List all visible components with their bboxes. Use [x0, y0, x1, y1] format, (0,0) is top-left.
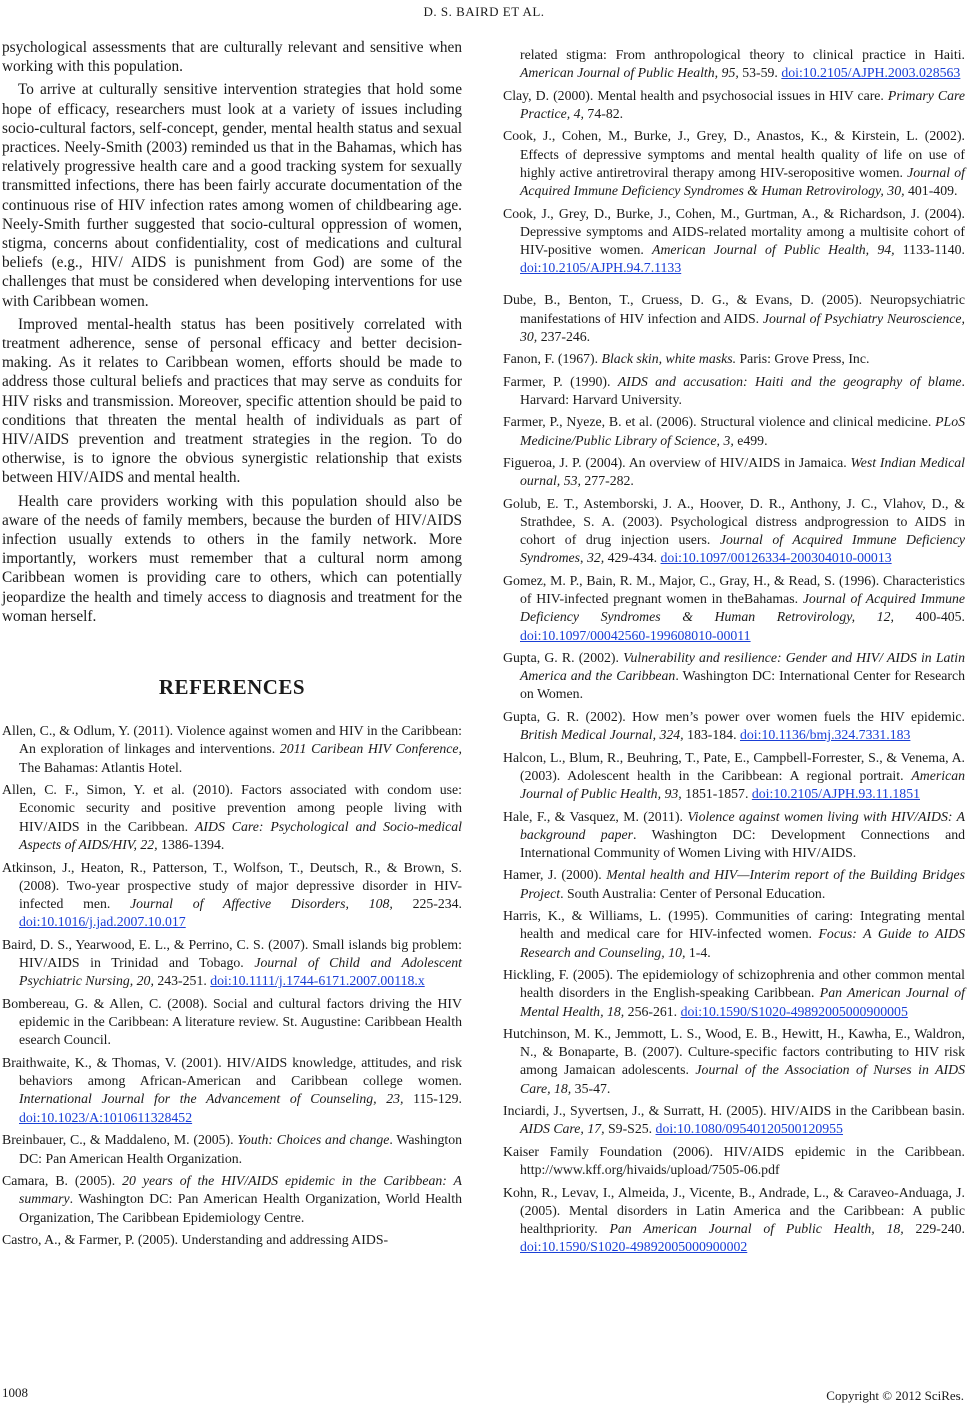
reference-text: S9-S25. [604, 1121, 656, 1137]
reference-text: 225-234. [392, 895, 463, 911]
doi-link[interactable]: doi:10.1097/00042560-199608010-00011 [520, 627, 751, 643]
reference-text: Allen, C. F., Simon, Y. et al. (2010). Factors associated with condom use: Economic security and positive prevention among people living with HIV/AIDS in the Caribbean. [2, 782, 462, 834]
reference-entry [2, 722, 462, 777]
reference-text: 277-282. [580, 473, 634, 489]
body-paragraph: Improved mental-health status has been positively correlated with treatment adherence, sense of personal efficacy and better decision-making. As it relates to Caribbean women, efforts should be made to address those cultural beliefs and practices that may serve as conduits for HIV risks and transmission. Moreover, specific attention should be paid to conditions that threaten the mental health of individuals as part of HIV/AIDS prevention and treatment strategies in the region. To do otherwise, is to ignore the obvious synergistic relationship that exists between HIV/AIDS and mental health. [2, 315, 462, 487]
reference-text: Hamer, J. (2000). [503, 867, 607, 883]
reference-text: Baird, D. S., Yearwood, E. L., & Perrino, C. S. (2007). Small islands big problem: HIV/AIDS in Trinidad and Tobago. [2, 936, 462, 971]
reference-source: Violence against women living with HIV/AIDS: A background paper [520, 808, 965, 842]
reference-source: American Journal of Public Health, 95, [520, 65, 739, 81]
references-list-right [503, 46, 965, 1256]
reference-source: AIDS and accusation: Haiti and the geography of blame [617, 373, 962, 389]
reference-entry [503, 454, 965, 490]
reference-source: American Journal of Public Health, 94, [652, 241, 895, 257]
reference-text: Allen, C., & Odlum, Y. (2011). Violence against women and HIV in the Caribbean: An exploration of linkages and interventions. [2, 723, 462, 757]
references-list-left [2, 722, 462, 1249]
running-head: D. S. BAIRD ET AL. [423, 4, 545, 19]
reference-entry [503, 1184, 965, 1257]
reference-source: British Medical Journal, 324, [520, 727, 684, 743]
references-heading: REFERENCES [158, 675, 306, 700]
doi-link[interactable]: doi:10.1023/A:1010611328452 [19, 1109, 193, 1125]
reference-entry [2, 1131, 462, 1167]
reference-text: Kaiser Family Foundation (2006). HIV/AIDS epidemic in the Caribbean. http://www.kff.org/hivaids/upload/7505-06.pdf [503, 1143, 965, 1178]
reference-entry [503, 127, 965, 200]
reference-source: Journal of Affective Disorders, 108, [130, 895, 393, 911]
reference-source: 20 years of the HIV/AIDS epidemic in the Caribbean: A summary [19, 1173, 462, 1207]
reference-source: Vulnerability and resilience: Gender and HIV/ AIDS in Latin America and the Caribbean [520, 650, 965, 684]
reference-text: Cook, J., Cohen, M., Burke, J., Grey, D., Anastos, K., & Kirstein, L. (2002). Effects of depressive symptoms and mental health quality of life on use of highly active antiretroviral therapy among HIV-seropositive women. [503, 128, 965, 180]
reference-text: 229-240. [903, 1220, 965, 1236]
reference-text: , [580, 550, 587, 566]
doi-link[interactable]: doi:10.2105/AJPH.94.7.1133 [520, 260, 682, 276]
reference-text: 1851-1857. [681, 786, 752, 802]
reference-text: . Washington DC: Pan American Health Organization, World Health Organization, The Caribbean Epidemiology Centre. [19, 1191, 462, 1225]
reference-source: Pan American Journal of Public Health, 18, [609, 1220, 904, 1236]
reference-text: Hutchinson, M. K., Jemmott, L. S., Wood, E. B., Hewitt, H., Kawha, E., Waldron, N., & Bonaparte, B. (2007). Culture-specific factors contributing to HIV risk among Jamaican adolescents. [503, 1026, 965, 1078]
reference-text: Atkinson, J., Heaton, R., Patterson, T., Wolfson, T., Deutsch, R., & Brown, S. (2008). Two-year prospective study of major depressive disorder in HIV-infected men. [2, 859, 462, 911]
reference-source: PLoS Medicine/Public Library of Science, 3, [520, 414, 965, 448]
reference-entry [2, 1054, 462, 1127]
doi-link[interactable]: doi:10.1097/00126334-200304010-00013 [660, 550, 892, 566]
reference-source: 32, [586, 550, 605, 566]
reference-text: . Washington DC: International Center for Research on Women. [520, 668, 965, 702]
reference-entry [2, 859, 462, 932]
reference-source: Journal of Psychiatry Neuroscience, 30, [520, 310, 965, 344]
reference-entry [503, 46, 965, 82]
reference-entry [503, 572, 965, 645]
reference-entry [503, 205, 965, 278]
reference-entry [503, 413, 965, 449]
reference-text: 400-405. [893, 609, 965, 625]
reference-source: West Indian Medical ournal, 53, [520, 455, 965, 489]
reference-entry [2, 781, 462, 854]
reference-source: AIDS Care, 17, [520, 1121, 605, 1137]
reference-text: Paris: Grove Press, Inc. [736, 351, 870, 367]
reference-text: Breinbauer, C., & Maddaleno, M. (2005). [2, 1132, 238, 1148]
reference-source: Black skin, white masks. [601, 351, 737, 367]
reference-text: 1-4. [685, 944, 711, 960]
reference-entry [503, 708, 965, 744]
reference-text: . Harvard: Harvard University. [520, 373, 965, 407]
reference-entry [503, 649, 965, 704]
reference-text: Hickling, F. (2005). The epidemiology of schizophrenia and other common mental health disorders in the English-speaking Caribbean. [503, 967, 965, 1001]
reference-entry [503, 907, 965, 962]
reference-text: . South Australia: Center of Personal Education. [560, 885, 826, 901]
reference-entry [503, 1025, 965, 1098]
reference-entry [503, 373, 965, 409]
reference-text: related stigma: From anthropological theory to clinical practice in Haiti. [520, 47, 965, 62]
reference-text: Fanon, F. (1967). [503, 351, 602, 367]
reference-entry [2, 1172, 462, 1227]
reference-source: Pan American Journal of Mental Health, 18, [520, 985, 965, 1019]
reference-text: Gupta, G. R. (2002). [503, 650, 624, 666]
reference-entry [2, 1231, 462, 1249]
doi-link[interactable]: doi:10.1136/bmj.324.7331.183 [739, 727, 911, 743]
reference-source: Journal of Acquired Immune Deficiency Syndromes & Human Retrovirology, 30, [520, 164, 965, 199]
reference-entry [2, 995, 462, 1050]
reference-text: 256-261. [624, 1003, 681, 1019]
reference-source: Journal of the Association of Nurses in AIDS Care, 18, [520, 1062, 965, 1096]
reference-source: Mental health and HIV—Interim report of the Building Bridges Project [520, 867, 966, 901]
doi-link[interactable]: doi:10.1080/09540120500120955 [655, 1121, 843, 1137]
doi-link[interactable]: doi:10.1111/j.1744-6171.2007.00118.x [210, 973, 425, 989]
reference-entry [503, 495, 965, 568]
reference-entry [503, 350, 965, 368]
reference-source: American Journal of Public Health, 93, [520, 767, 965, 802]
reference-text: Dube, B., Benton, T., Cruess, D. G., & Evans, D. (2005). Neuropsychiatric manifestations of HIV infection and AIDS. [503, 292, 965, 326]
reference-text: 1133-1140. [894, 241, 966, 257]
reference-text: 115-129. [403, 1091, 462, 1107]
reference-text: e499. [733, 432, 768, 448]
doi-link[interactable]: doi:10.1016/j.jad.2007.10.017 [19, 914, 186, 930]
reference-source: 2011 Caribean HIV Conference, [279, 741, 462, 757]
reference-text: Inciardi, J., Syvertsen, J., & Surratt, H. (2005). HIV/AIDS in the Caribbean basin. [503, 1103, 965, 1119]
reference-text: 74-82. [583, 105, 624, 121]
reference-entry [503, 1143, 965, 1179]
reference-source: Journal of Acquired Immune Deficiency Syndromes & Human Retrovirology, 12, [520, 591, 965, 625]
reference-text: Harris, K., & Williams, L. (1995). Communities of caring: Integrating mental health and medical care for HIV-infected women. [503, 908, 965, 942]
body-paragraph: psychological assessments that are culturally relevant and sensitive when working with this population. [2, 39, 462, 76]
page-number: 1008 [2, 1385, 28, 1400]
reference-text: 237-246. [537, 328, 591, 344]
reference-text: 183-184. [683, 727, 740, 743]
reference-text: 35-47. [571, 1080, 611, 1096]
reference-text: 429-434. [604, 550, 661, 566]
reference-text: Hale, F., & Vasquez, M. (2011). [503, 808, 688, 824]
reference-entry [503, 291, 965, 346]
reference-text: . Washington DC: Development Connections and International Community of Women Living with HIV/AIDS. [520, 826, 965, 860]
reference-entry [503, 808, 965, 863]
reference-text: Braithwaite, K., & Thomas, V. (2001). HIV/AIDS knowledge, attitudes, and risk behaviors among African-American and Caribbean college women. [2, 1055, 462, 1089]
reference-entry [503, 866, 965, 902]
reference-text: Farmer, P. (1990). [503, 373, 618, 389]
doi-link[interactable]: doi:10.2105/AJPH.2003.028563 [781, 65, 961, 81]
reference-text: 1386-1394. [157, 836, 225, 852]
reference-entry [503, 87, 965, 123]
reference-text: 53-59. [738, 65, 782, 81]
reference-text: The Bahamas: Atlantis Hotel. [19, 759, 183, 775]
reference-source: Journal of Child and Adolescent Psychiatric Nursing, 20, [19, 955, 462, 989]
reference-text: Figueroa, J. P. (2004). An overview of HIV/AIDS in Jamaica. [503, 455, 851, 471]
body-paragraph: Health care providers working with this population should also be aware of the needs of family members, because the burden of HIV/AIDS infection usually extends to others in the family network. More importantly, workers must remember that a cultural norm among Caribbean women is providing care to others, which can potentially jeopardize the health and timely access to diagnosis and treatment for the woman herself. [2, 492, 462, 625]
doi-link[interactable]: doi:10.1590/S1020-49892005000900002 [520, 1239, 748, 1255]
reference-source: International Journal for the Advancement of Counseling, 23, [19, 1091, 404, 1107]
reference-text: 401-409. [904, 183, 958, 199]
left-column [2, 38, 462, 1254]
reference-entry [2, 936, 462, 991]
reference-text: Gomez, M. P., Bain, R. M., Major, C., Gray, H., & Read, S. (1996). Characteristics of HIV-infected pregnant women in theBahamas. [503, 572, 965, 607]
reference-text: Kohn, R., Levav, I., Almeida, J., Vicente, B., Andrade, L., & Caraveo-Anduaga, J. (2005). Mental disorders in Latin America and the Caribbean: A public healthpriority. [503, 1184, 965, 1236]
reference-text: Farmer, P., Nyeze, B. et al. (2006). Structural violence and clinical medicine. [503, 414, 936, 430]
reference-source: AIDS Care: Psychological and Socio-medical Aspects of AIDS/HIV, 22, [19, 818, 462, 852]
reference-text: 243-251. [153, 973, 211, 989]
reference-text: Bombereau, G. & Allen, C. (2008). Social and cultural factors driving the HIV epidemic in the Caribbean: A literature review. St. Augustine: Caribbean Health esearch Council. [2, 995, 462, 1048]
reference-source: Youth: Choices and change [237, 1132, 390, 1148]
copyright-notice: Copyright © 2012 SciRes. [826, 1388, 964, 1403]
reference-text: Golub, E. T., Astemborski, J. A., Hoover, D. R., Anthony, J. C., Vlahov, D., & Strathdee, S. A. (2003). Psychological distress andprogression to AIDS in cohort of drug injection users. [503, 495, 965, 548]
reference-entry [503, 966, 965, 1021]
right-column [503, 46, 965, 1261]
reference-text: Gupta, G. R. (2002). How men’s power over women fuels the HIV epidemic. [503, 708, 965, 724]
reference-text: Castro, A., & Farmer, P. (2005). Understanding and addressing AIDS- [2, 1232, 389, 1248]
reference-source: Journal of Acquired Immune Deficiency Syndromes [520, 532, 965, 566]
doi-link[interactable]: doi:10.1590/S1020-49892005000900005 [680, 1003, 908, 1019]
reference-text: Halcon, L., Blum, R., Beuhring, T., Pate, E., Campbell-Forrester, S., & Venema, A. (2003). Adolescent health in the Caribbean: A regional portrait. [503, 749, 965, 783]
reference-text: . Washington DC: Pan American Health Organization. [19, 1132, 462, 1166]
reference-text: Camara, B. (2005). [2, 1173, 123, 1189]
reference-text: Cook, J., Grey, D., Burke, J., Cohen, M., Gurtman, A., & Richardson, J. (2004). Depressive symptoms and AIDS-related mortality among a multisite cohort of HIV-positive women. [503, 205, 965, 257]
reference-entry [503, 1102, 965, 1138]
reference-source: Primary Care Practice, 4, [520, 87, 965, 121]
reference-entry [503, 749, 965, 804]
body-paragraph: To arrive at culturally sensitive intervention strategies that hold some hope of efficacy, researchers must look at a variety of issues including socio-cultural factors, self-concept, gender, mental health status and sexual practices. Neely-Smith (2003) reminded us that in the Bahamas, which has relatively progressive health care and a good tracking system for sexually transmitted infections, there has been fairly accurate documentation of the continuous rise of HIV infection rates among women of childbearing age. Neely-Smith further suggested that socio-cultural oppression of women, stigma, concerns about confidentiality, cost of medications and cultural beliefs (e.g., HIV/ AIDS is punishment from God) are some of the challenges that must be considered when developing interventions for use with Caribbean women. [2, 81, 462, 310]
reference-text: Clay, D. (2000). Mental health and psychosocial issues in HIV care. [503, 87, 888, 103]
reference-source: Focus: A Guide to AIDS Research and Counseling, 10, [520, 926, 965, 960]
doi-link[interactable]: doi:10.2105/AJPH.93.11.1851 [751, 786, 920, 802]
